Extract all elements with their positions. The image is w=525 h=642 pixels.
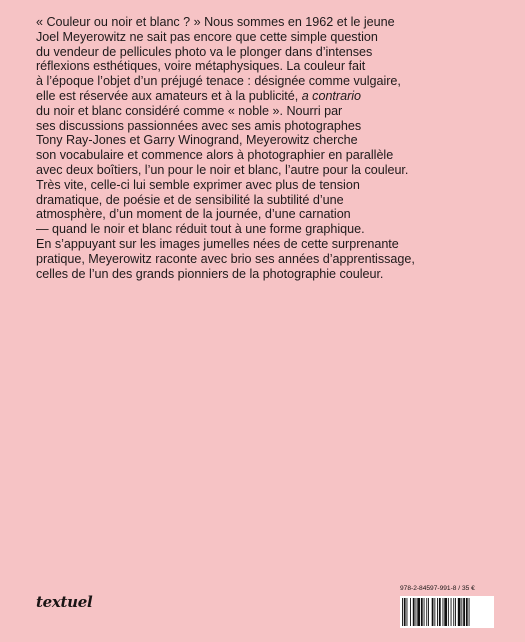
blurb-line: avec deux boîtiers, l’un pour le noir et blanc, l’autre pour la couleur. <box>36 162 409 177</box>
blurb-text <box>36 15 506 281</box>
blurb-line: — quand le noir et blanc réduit tout à une forme graphique. <box>36 222 365 237</box>
blurb-line: réflexions esthétiques, voire métaphysiques. La couleur fait <box>36 59 366 74</box>
barcode-bar <box>443 598 444 626</box>
blurb-line: du vendeur de pellicules photo va le plonger dans d’intenses <box>36 44 373 59</box>
barcode-bar <box>451 598 452 626</box>
blurb-line: Tony Ray-Jones et Garry Winogrand, Meyerowitz cherche <box>36 133 358 148</box>
barcode-bar <box>463 598 465 626</box>
barcode-bar <box>466 598 468 626</box>
blurb-line: En s’appuyant sur les images jumelles nées de cette surprenante <box>36 236 399 251</box>
barcode-bar <box>453 598 454 626</box>
barcode-bar <box>410 598 411 626</box>
barcode <box>400 596 494 628</box>
barcode-bar <box>455 598 456 626</box>
italic-phrase: a contrario <box>301 88 361 103</box>
barcode-bar <box>416 598 417 626</box>
isbn-block <box>400 585 494 628</box>
barcode-bar <box>469 598 470 626</box>
barcode-graphic <box>400 596 494 628</box>
publisher-logo: textuel <box>36 593 93 611</box>
barcode-bar <box>437 598 438 626</box>
blurb-line: du noir et blanc considéré comme « noble ». Nourri par <box>36 103 343 118</box>
blurb-line: Joel Meyerowitz ne sait pas encore que cette simple question <box>36 29 378 44</box>
isbn-price-label: 978-2-84597-991-8 / 35 € <box>400 585 475 592</box>
blurb-line: son vocabulaire et commence alors à photographier en parallèle <box>36 148 394 163</box>
barcode-bar <box>421 598 423 626</box>
blurb-line: ses discussions passionnées avec ses amis photographes <box>36 118 362 133</box>
barcode-bar <box>402 598 403 626</box>
blurb-line: « Couleur ou noir et blanc ? » Nous sommes en 1962 et le jeune <box>36 15 395 29</box>
barcode-bar <box>424 598 425 626</box>
blurb-line: pratique, Meyerowitz raconte avec brio ses années d’apprentissage, <box>36 251 415 266</box>
blurb-line-with-italic <box>36 89 506 104</box>
barcode-bar <box>444 598 447 626</box>
barcode-bar <box>426 598 427 626</box>
barcode-bar <box>434 598 435 626</box>
blurb-line: celles de l’un des grands pionniers de la photographie couleur. <box>36 266 384 281</box>
barcode-bar <box>428 598 429 626</box>
barcode-bar <box>404 598 406 626</box>
barcode-bar <box>432 598 434 626</box>
blurb-line: à l’époque l’objet d’un préjugé tenace : désignée comme vulgaire, <box>36 74 401 89</box>
barcode-bar <box>461 598 462 626</box>
blurb-line: dramatique, de poésie et de sensibilité la subtilité d’une <box>36 192 344 207</box>
barcode-bar <box>439 598 441 626</box>
blurb-line: atmosphère, d’un moment de la journée, d’une carnation <box>36 207 351 222</box>
barcode-bar <box>407 598 408 626</box>
barcode-bar <box>417 598 420 626</box>
barcode-bar <box>448 598 449 626</box>
blurb-line: elle est réservée aux amateurs et à la publicité, <box>36 88 299 103</box>
barcode-bar <box>458 598 461 626</box>
barcode-bar <box>413 598 415 626</box>
blurb-line: Très vite, celle-ci lui semble exprimer avec plus de tension <box>36 177 360 192</box>
